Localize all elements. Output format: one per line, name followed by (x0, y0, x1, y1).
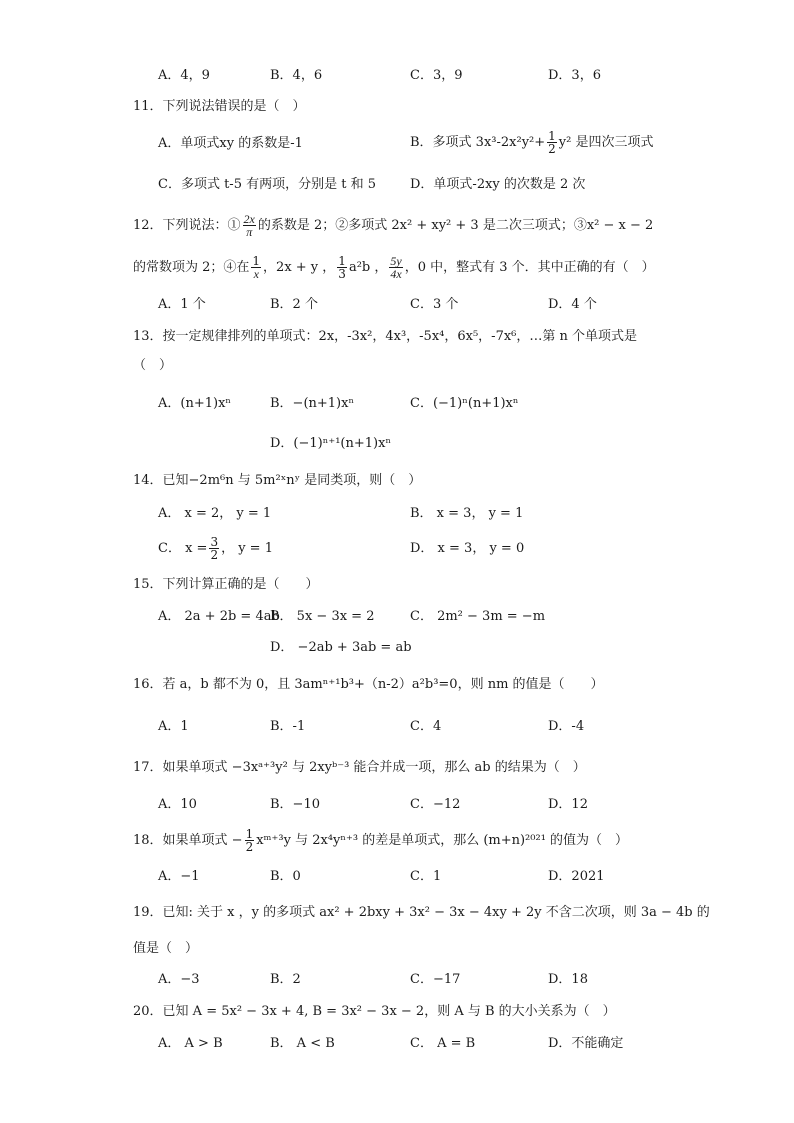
q10-option-a: A．4，9 (158, 68, 210, 83)
q18-option-b: B．0 (270, 869, 301, 884)
q17-stem: 17．如果单项式 −3xᵃ⁺³y² 与 2xyᵇ⁻³ 能合并成一项，那么 ab 的结果为（ ） (133, 760, 586, 775)
q20-option-b: B． A < B (270, 1036, 335, 1051)
q16-option-d: D．-4 (548, 719, 585, 734)
fraction: $\frac{1}{2}$ (548, 129, 556, 156)
q20-option-d: D．不能确定 (548, 1036, 624, 1051)
q19-stem-line2: 值是（ ） (133, 941, 199, 956)
q19-option-c: C．−17 (410, 972, 461, 987)
q15-option-d: D． −2ab + 3ab = ab (270, 640, 412, 655)
q17-option-d: D．12 (548, 797, 588, 812)
fraction: $\frac{2x}{\pi}$ (243, 212, 255, 239)
q18-option-c: C．1 (410, 869, 442, 884)
q12-option-d: D．4 个 (548, 297, 597, 312)
fraction: $\frac{1}{3}$ (338, 254, 346, 281)
q19-option-b: B．2 (270, 972, 301, 987)
q20-option-c: C． A = B (410, 1036, 476, 1051)
q13-option-c: C．(−1)ⁿ(n+1)xⁿ (410, 396, 519, 411)
q14-stem: 14．已知−2m⁶n 与 5m²ˣnʸ 是同类项，则（ ） (133, 473, 422, 488)
q16-stem: 16．若 a，b 都不为 0，且 3amⁿ⁺¹b³+（n-2）a²b³=0，则 nm 的值是（ ） (133, 677, 604, 692)
q13-option-d: D．(−1)ⁿ⁺¹(n+1)xⁿ (270, 436, 392, 451)
q14-option-b: B． x = 3， y = 1 (410, 506, 524, 521)
q13-option-b: B．−(n+1)xⁿ (270, 396, 355, 411)
q11-option-b: B．多项式 3x³-2x²y²+ $\frac{1}{2}$ y² 是四次三项式 (410, 129, 654, 156)
q16-option-c: C．4 (410, 719, 442, 734)
q20-option-a: A． A > B (158, 1036, 223, 1051)
fraction: $\frac{3}{2}$ (210, 535, 219, 562)
q19-option-a: A．−3 (158, 972, 200, 987)
q18-stem: 18．如果单项式 − $\frac{1}{2}$ xᵐ⁺³y 与 2x⁴yⁿ⁺³ 的差是单项式，那么 (m+n)²⁰²¹ 的值为（ ） (133, 827, 629, 854)
q15-option-a: A． 2a + 2b = 4ab (158, 609, 280, 624)
fraction: $\frac{1}{x}$ (252, 254, 261, 281)
q12-option-b: B．2 个 (270, 297, 318, 312)
q19-option-d: D．18 (548, 972, 588, 987)
q12-stem-line1: 12．下列说法：① $\frac{2x}{\pi}$ 的系数是 2；②多项式 2x² + xy² + 3 是二次三项式；③x² − x − 2 (133, 212, 654, 239)
q10-option-d: D．3，6 (548, 68, 601, 83)
q13-stem-line2: （ ） (133, 358, 173, 373)
q16-option-b: B．-1 (270, 719, 306, 734)
q10-option-c: C．3，9 (410, 68, 463, 83)
q12-stem-line2: 的常数项为 2；④在 $\frac{1}{x}$ ，2x + y ， $\frac{1}{3}$ a²b ， $\frac{5y}{4x}$ ，0 中，整式有 3 个．其中正确的有（ ） (133, 254, 655, 281)
q15-option-b: B． 5x − 3x = 2 (270, 609, 375, 624)
q12-option-c: C．3 个 (410, 297, 459, 312)
q16-option-a: A．1 (158, 719, 189, 734)
q13-stem-line1: 13．按一定规律排列的单项式：2x，-3x²，4x³，-5x⁴，6x⁵，-7x⁶，…第 n 个单项式是 (133, 329, 638, 344)
q13-option-a: A．(n+1)xⁿ (158, 396, 232, 411)
q18-option-d: D．2021 (548, 869, 605, 884)
q12-option-a: A．1 个 (158, 297, 206, 312)
q18-option-a: A．−1 (158, 869, 200, 884)
fraction: $\frac{1}{2}$ (245, 827, 254, 854)
q17-option-a: A．10 (158, 797, 197, 812)
q14-option-d: D． x = 3， y = 0 (410, 541, 525, 556)
q17-option-c: C．−12 (410, 797, 461, 812)
q20-stem: 20．已知 A = 5x² − 3x + 4, B = 3x² − 3x − 2，则 A 与 B 的大小关系为（ ） (133, 1004, 616, 1019)
fraction: $\frac{5y}{4x}$ (390, 254, 402, 281)
q15-option-c: C． 2m² − 3m = −m (410, 609, 546, 624)
q14-option-c: C． x = $\frac{3}{2}$ ， y = 1 (158, 535, 273, 562)
q15-stem: 15．下列计算正确的是（ ） (133, 577, 319, 592)
q10-option-b: B．4，6 (270, 68, 323, 83)
q11-option-d: D．单项式-2xy 的次数是 2 次 (410, 177, 586, 192)
q11-option-c: C．多项式 t-5 有两项，分别是 t 和 5 (158, 177, 376, 192)
q11-stem: 11．下列说法错误的是（ ） (133, 99, 306, 114)
q17-option-b: B．−10 (270, 797, 320, 812)
q11-option-a: A．单项式xy 的系数是-1 (158, 136, 303, 151)
q19-stem-line1: 19．已知: 关于 x ，y 的多项式 ax² + 2bxy + 3x² − 3x − 4xy + 2y 不含二次项，则 3a − 4b 的 (133, 905, 710, 920)
q14-option-a: A． x = 2， y = 1 (158, 506, 272, 521)
